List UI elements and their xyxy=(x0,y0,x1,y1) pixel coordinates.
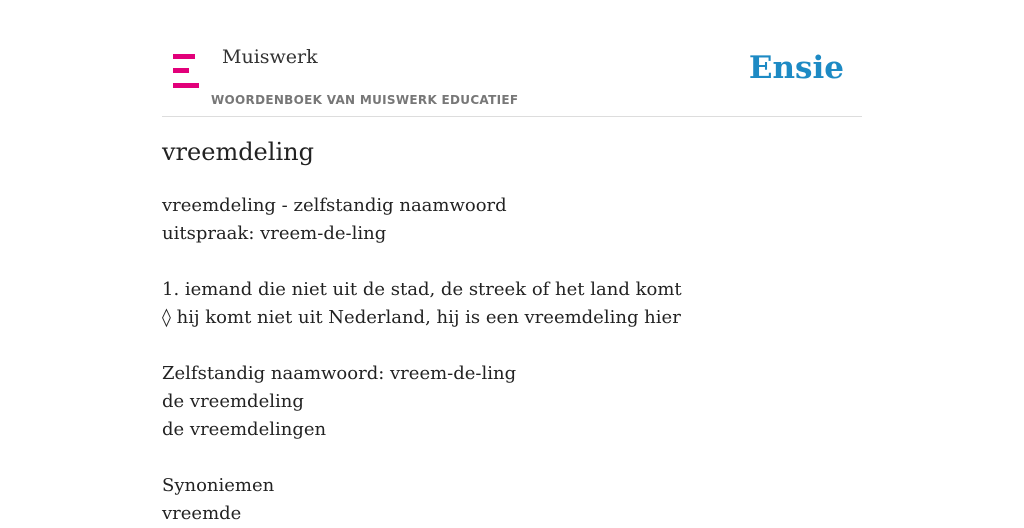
definition-line xyxy=(162,248,862,276)
synonym-item[interactable]: vreemde xyxy=(162,503,242,524)
page-title: vreemdeling xyxy=(162,138,314,166)
ensie-logo-link[interactable]: Ensie xyxy=(748,50,844,86)
brand-name[interactable]: Muiswerk xyxy=(222,46,318,68)
definition-content xyxy=(162,192,862,528)
definition-line: ◊ hij komt niet uit Nederland, hij is een vreemdeling hier xyxy=(162,307,681,328)
site-header xyxy=(162,0,862,117)
muiswerk-logo-icon[interactable] xyxy=(173,54,200,88)
brand-subtitle: WOORDENBOEK VAN MUISWERK EDUCATIEF xyxy=(211,93,519,107)
definition-line xyxy=(162,332,862,360)
definition-line: 1. iemand die niet uit de stad, de streek of het land komt xyxy=(162,279,682,300)
definition-line: de vreemdelingen xyxy=(162,419,327,440)
synonyms-heading: Synoniemen xyxy=(162,475,275,496)
definition-line: Zelfstandig naamwoord: vreem-de-ling xyxy=(162,363,517,384)
definition-line: uitspraak: vreem-de-ling xyxy=(162,223,387,244)
definition-line: vreemdeling - zelfstandig naamwoord xyxy=(162,195,507,216)
definition-line xyxy=(162,444,862,472)
definition-line: de vreemdeling xyxy=(162,391,304,412)
